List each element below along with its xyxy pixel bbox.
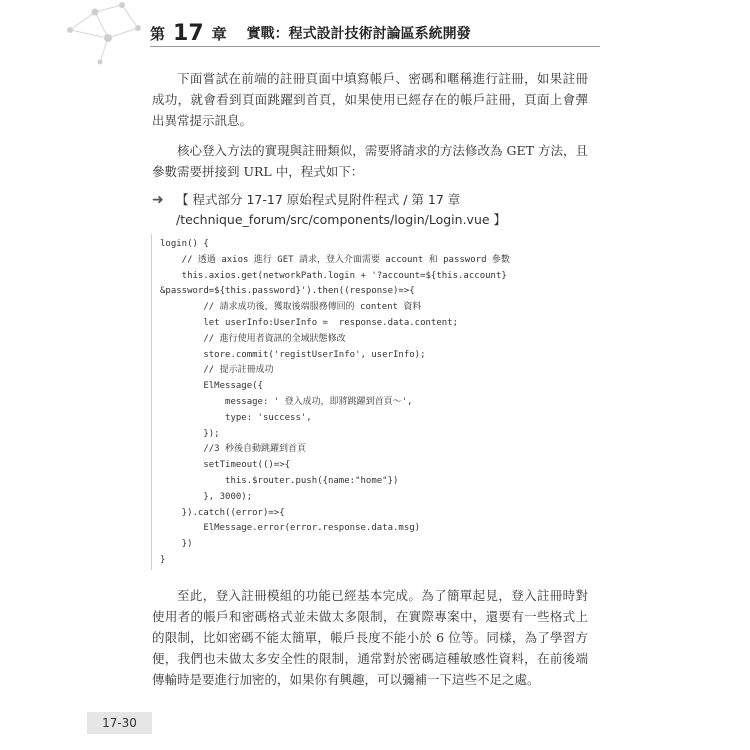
code-line: // 進行使用者資訊的全域狀態修改 <box>160 333 346 344</box>
body-paragraph: 下面嘗試在前端的註冊頁面中填寫帳戶、密碼和暱稱進行註冊，如果註冊成功，就會看到頁面跳躍到首頁，如果使用已經存在的帳戶註冊，頁面上會彈出異常提示訊息。 <box>152 71 588 128</box>
chapter-prefix: 第 <box>150 24 166 43</box>
chapter-header <box>150 18 600 48</box>
code-reference-text: 【 程式部分 17-17 原始程式見附件程式 / 第 17 章 /technique_forum/src/components/login/Login.vue 】 <box>176 192 507 227</box>
code-line: ElMessage({ <box>160 381 263 392</box>
code-line: // 透過 axios 進行 GET 請求，登入介面需要 account 和 password 參數 <box>160 254 510 265</box>
code-line: setTimeout(()=>{ <box>160 460 291 471</box>
code-line: }, 3000); <box>160 491 253 502</box>
code-line: }); <box>160 428 220 439</box>
code-line: this.$router.push({name:"home"}) <box>160 475 399 486</box>
code-line: }).catch((error)=>{ <box>160 507 285 518</box>
code-line: let userInfo:UserInfo = response.data.content; <box>160 317 459 328</box>
page-number: 17-30 <box>87 712 152 734</box>
closing-paragraph: 至此，登入註冊模組的功能已經基本完成。為了簡單起見，登入註冊時對使用者的帳戶和密碼格式並未做太多限制，在實際專案中，還要有一些格式上的限制，比如密碼不能太簡單，帳戶長度不能小於 6 位等。同樣，為了學習方便，我們也未做太多安全性的限制，通常對於密碼這種敏感性資料，在前後端傳輸時是要進行加密的，如果你有興趣，可以彌補一下這些不足之處。 <box>152 588 588 687</box>
code-line: } <box>160 554 166 565</box>
code-line: //3 秒後自動跳躍到首頁 <box>160 444 307 455</box>
code-line: &password=${this.password}').then((response)=>{ <box>160 286 415 297</box>
arrow-right-icon: ➜ <box>152 192 164 208</box>
code-line: }) <box>160 539 193 550</box>
code-line: // 提示註冊成功 <box>160 365 274 376</box>
chapter-suffix: 章 <box>211 24 227 43</box>
code-block <box>151 234 591 570</box>
code-line: store.commit('registUserInfo', userInfo); <box>160 349 426 360</box>
code-line: this.axios.get(networkPath.login + '?account=${this.account} <box>160 270 507 281</box>
code-line: message: ' 登入成功，即將跳躍到首頁～', <box>160 396 413 407</box>
body-paragraph: 核心登入方法的實現與註冊類似，需要將請求的方法修改為 GET 方法，且參數需要拼接到 URL 中，程式如下： <box>152 143 588 179</box>
header-divider <box>150 46 600 47</box>
code-line: login() { <box>160 239 209 249</box>
code-line: ElMessage.error(error.response.data.msg) <box>160 523 421 534</box>
code-reference <box>152 190 588 230</box>
code-line: type: 'success', <box>160 412 312 423</box>
chapter-title: 實戰：程式設計技術討論區系統開發 <box>246 26 471 42</box>
chapter-number: 17 <box>173 20 204 46</box>
network-decoration-icon <box>60 0 150 70</box>
code-line: // 請求成功後，獲取後端服務傳回的 content 資料 <box>160 302 422 313</box>
